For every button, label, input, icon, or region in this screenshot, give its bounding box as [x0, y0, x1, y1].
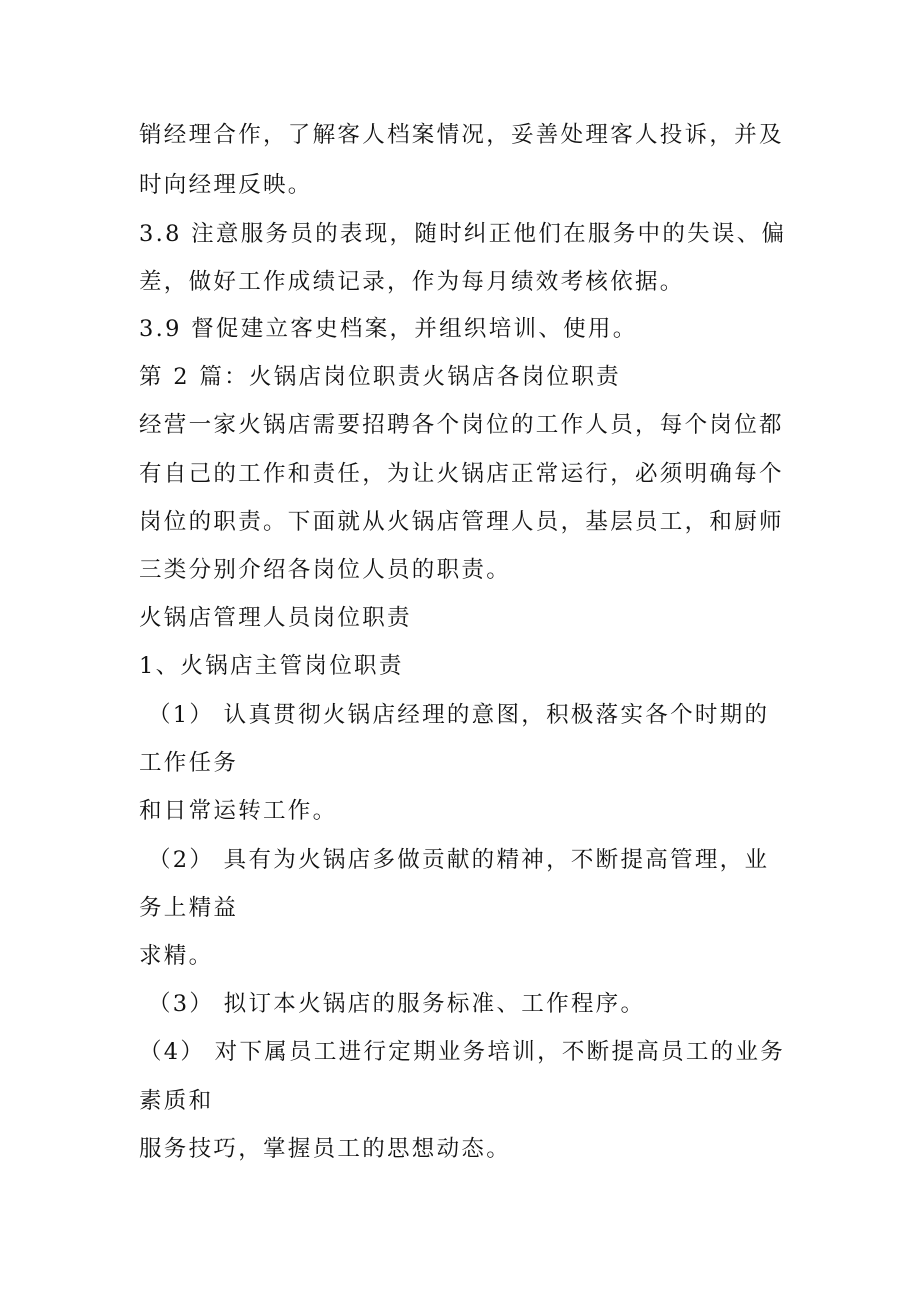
- text-line: 求精。: [139, 943, 214, 969]
- text-line: 工作任务: [139, 750, 239, 776]
- text-line: 和日常运转工作。: [139, 798, 338, 824]
- text-line: 差，做好工作成绩记录，作为每月绩效考核依据。: [139, 269, 685, 295]
- text-line: 岗位的职责。下面就从火锅店管理人员，基层员工，和厨师: [139, 509, 784, 535]
- text-line: 有自己的工作和责任，为让火锅店正常运行，必须明确每个: [139, 461, 784, 487]
- list-item: （2） 具有为火锅店多做贡献的精神，不断提高管理，业: [148, 847, 770, 873]
- section-heading: 第 2 篇：火锅店岗位职责火锅店各岗位职责: [139, 364, 621, 390]
- list-item: （3） 拟订本火锅店的服务标准、工作程序。: [148, 991, 646, 1017]
- list-item: （4） 对下属员工进行定期业务培训，不断提高员工的业务: [139, 1039, 786, 1065]
- text-line: 销经理合作，了解客人档案情况，妥善处理客人投诉，并及: [139, 122, 784, 148]
- text-line: 3.8 注意服务员的表现，随时纠正他们在服务中的失误、偏: [139, 221, 787, 247]
- text-line: 素质和: [139, 1088, 214, 1114]
- list-item: （1） 认真贯彻火锅店经理的意图，积极落实各个时期的: [148, 702, 770, 728]
- text-line: 服务技巧，掌握员工的思想动态。: [139, 1136, 512, 1162]
- text-line: 三类分别介绍各岗位人员的职责。: [139, 557, 512, 583]
- text-line: 经营一家火锅店需要招聘各个岗位的工作人员，每个岗位都: [139, 412, 784, 438]
- subheading: 火锅店管理人员岗位职责: [139, 605, 412, 631]
- text-line: 时向经理反映。: [139, 172, 313, 198]
- text-line: 务上精益: [139, 895, 239, 921]
- subheading: 1、火锅店主管岗位职责: [139, 653, 404, 679]
- text-line: 3.9 督促建立客史档案，并组织培训、使用。: [139, 316, 638, 342]
